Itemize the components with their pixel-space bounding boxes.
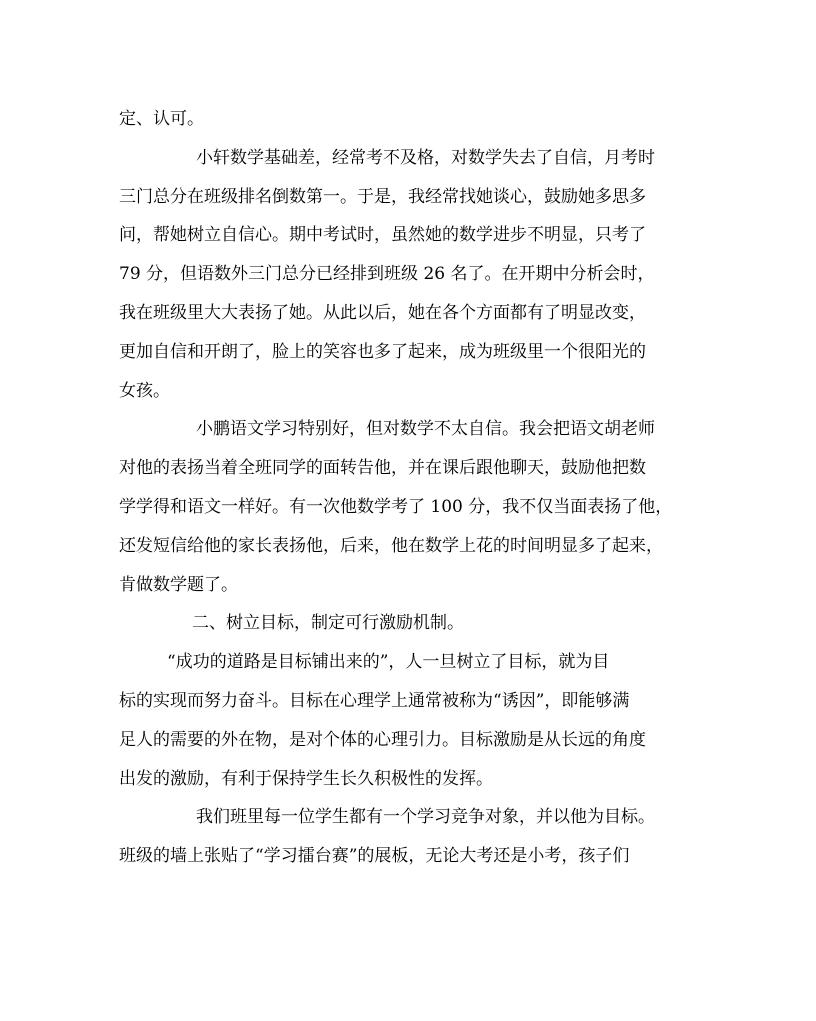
- paragraph-start-line: 小鹏语文学习特别好，但对数学不太自信。我会把语文胡老师: [196, 419, 655, 440]
- text-line: 定、认可。: [119, 109, 204, 129]
- text-line: 我在班级里大大表扬了她。从此以后，她在各个方面都有了明显改变，: [119, 302, 646, 323]
- text-line: 更加自信和开朗了，脸上的笑容也多了起来，成为班级里一个很阳光的: [119, 341, 646, 362]
- text-line: 对他的表扬当着全班同学的面转告他，并在课后跟他聊天，鼓励他把数: [119, 458, 646, 479]
- text-line: 班级的墙上张贴了“学习擂台赛”的展板，无论大考还是小考，孩子们: [119, 846, 630, 867]
- text-line: 出发的激励，有利于保持学生长久积极性的发挥。: [119, 768, 493, 789]
- text-line: 三门总分在班级排名倒数第一。于是，我经常找她谈心，鼓励她多思多: [119, 186, 646, 207]
- text-line: 79 分，但语数外三门总分已经排到班级 26 名了。在开期中分析会时，: [119, 264, 655, 285]
- text-line: 问，帮她树立自信心。期中考试时，虽然她的数学进步不明显，只考了: [119, 225, 646, 246]
- paragraph-start-line: 小轩数学基础差，经常考不及格，对数学失去了自信，月考时: [196, 147, 655, 168]
- text-line: 肯做数学题了。: [119, 574, 238, 595]
- document-body: [119, 100, 699, 876]
- text-line: 还发短信给他的家长表扬他，后来，他在数学上花的时间明显多了起来，: [119, 535, 663, 556]
- text-line: 学学得和语文一样好。有一次他数学考了 100 分，我不仅当面表扬了他，: [119, 496, 673, 517]
- paragraph-start-line: 我们班里每一位学生都有一个学习竞争对象，并以他为目标。: [196, 807, 655, 828]
- paragraph-start-line: “成功的道路是目标铺出来的”，人一旦树立了目标，就为目: [167, 652, 610, 673]
- text-line: 标的实现而努力奋斗。目标在心理学上通常被称为“诱因”，即能够满: [119, 690, 630, 711]
- text-line: 女孩。: [119, 380, 170, 401]
- text-line: 足人的需要的外在物，是对个体的心理引力。目标激励是从长远的角度: [119, 729, 646, 750]
- section-heading: 二、树立目标，制定可行激励机制。: [192, 613, 464, 634]
